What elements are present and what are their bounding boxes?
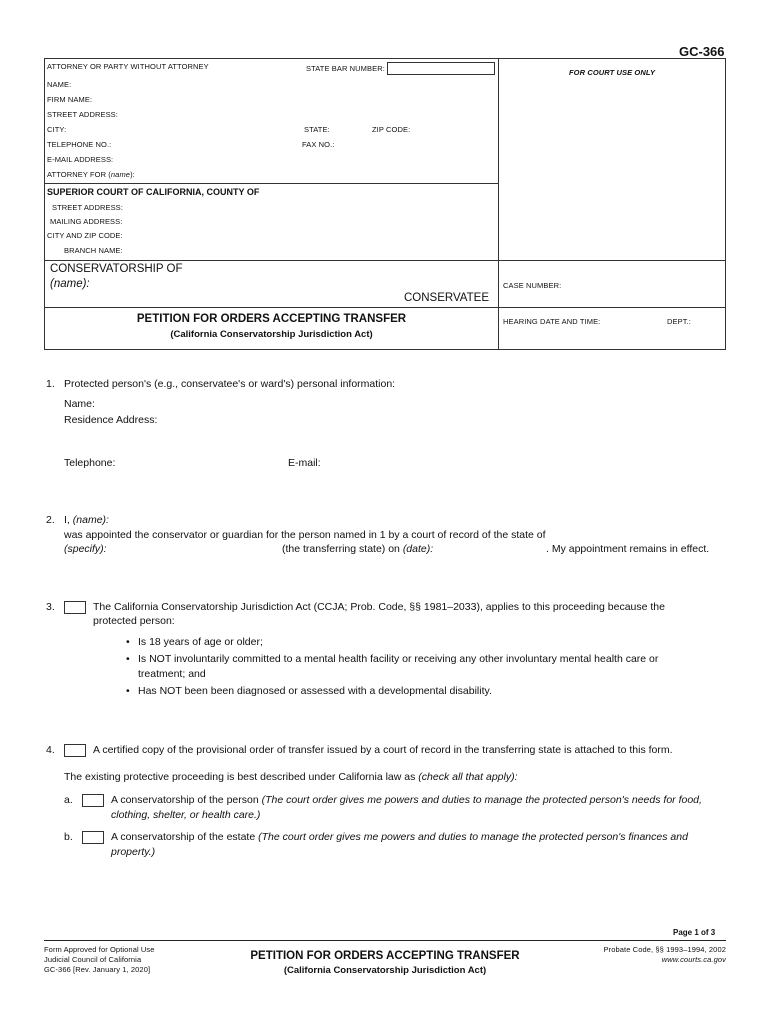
item3-checkbox[interactable] <box>64 601 86 614</box>
phone-label: TELEPHONE NO.: <box>47 140 112 149</box>
conservatee-name-label: (name): <box>50 278 90 290</box>
state-label: STATE: <box>304 125 330 134</box>
footer-approved: Form Approved for Optional Use <box>44 945 155 954</box>
state-bar-label: STATE BAR NUMBER: <box>306 64 385 73</box>
state-bar-input[interactable] <box>387 62 495 75</box>
attorney-header: ATTORNEY OR PARTY WITHOUT ATTORNEY <box>47 62 209 71</box>
item1-telephone-label: Telephone: <box>64 457 116 469</box>
item2-remains: . My appointment remains in effect. <box>546 543 710 555</box>
item4a-text: A conservatorship of the person (The court order gives me powers and duties to manage the protected person's needs for food, clothing, shelter, or health care.) <box>111 794 702 821</box>
item3-text-line1: The California Conservatorship Jurisdiction Act (CCJA; Prob. Code, §§ 1981–2033), applies to this proceeding because the <box>93 601 665 613</box>
court-use-label: FOR COURT USE ONLY <box>569 68 656 77</box>
item3-number: 3. <box>46 601 55 613</box>
item2-line2: was appointed the conservator or guardian for the person named in 1 by a court of record of the state of <box>64 529 546 541</box>
footer-probate: Probate Code, §§ 1993–1994, 2002 <box>603 945 726 954</box>
conservatee-label: CONSERVATEE <box>404 292 489 304</box>
item1-number: 1. <box>46 378 55 390</box>
item1-email-label: E-mail: <box>288 457 321 469</box>
hearing-label: HEARING DATE AND TIME: <box>503 317 601 326</box>
court-street-label: STREET ADDRESS: <box>52 203 123 212</box>
item3-text-line2: protected person: <box>93 615 175 627</box>
footer-title: PETITION FOR ORDERS ACCEPTING TRANSFER <box>250 950 520 962</box>
footer-subtitle: (California Conservatorship Jurisdiction Act) <box>283 965 487 976</box>
court-branch-label: BRANCH NAME: <box>64 246 123 255</box>
item3-bullet-1: • Is 18 years of age or older; <box>126 635 716 650</box>
item4b-text: A conservatorship of the estate (The court order gives me powers and duties to manage the protected person's finances and property.) <box>111 831 688 858</box>
item2-i-name: I, (name): <box>64 514 109 526</box>
item4a-checkbox[interactable] <box>82 794 104 807</box>
page-number: Page 1 of 3 <box>673 928 716 937</box>
item3-bullet-list <box>126 635 716 701</box>
item3-bullet-3: • Has NOT been been diagnosed or assessed with a developmental disability. <box>126 684 716 699</box>
item3-bullet-2: • Is NOT involuntarily committed to a mental health facility or receiving any other involuntary mental health care or treatment; and <box>126 652 716 682</box>
item1-residence-label: Residence Address: <box>64 414 158 426</box>
footer-left <box>44 945 155 975</box>
item4-checkbox[interactable] <box>64 744 86 757</box>
name-label: NAME: <box>47 80 72 89</box>
item4a-label: a. <box>64 794 73 806</box>
item4-existing: The existing protective proceeding is best described under California law as (check all that apply): <box>64 771 518 783</box>
item1-name-label: Name: <box>64 398 95 410</box>
document-title: PETITION FOR ORDERS ACCEPTING TRANSFER <box>136 313 407 325</box>
item2-transferring: (the transferring state) on (date): <box>282 543 434 555</box>
item4b-checkbox[interactable] <box>82 831 104 844</box>
item4b-label: b. <box>64 831 73 843</box>
item2-number: 2. <box>46 514 55 526</box>
item2-specify-label: (specify): <box>64 543 107 555</box>
court-title: SUPERIOR COURT OF CALIFORNIA, COUNTY OF <box>47 187 260 197</box>
city-label: CITY: <box>47 125 67 134</box>
form-id: GC-366 <box>679 44 725 59</box>
item1-text: Protected person's (e.g., conservatee's or ward's) personal information: <box>64 378 396 390</box>
street-label: STREET ADDRESS: <box>47 110 118 119</box>
email-label: E-MAIL ADDRESS: <box>47 155 114 164</box>
footer-rev: GC-366 [Rev. January 1, 2020] <box>44 965 151 974</box>
attorney-for-label: ATTORNEY FOR (name): <box>47 170 135 179</box>
dept-label: DEPT.: <box>667 317 691 326</box>
item4-text: A certified copy of the provisional order of transfer issued by a court of record in the transferring state is attached to this form. <box>93 744 673 756</box>
firm-label: FIRM NAME: <box>47 95 93 104</box>
zip-label: ZIP CODE: <box>372 125 411 134</box>
court-mailing-label: MAILING ADDRESS: <box>50 217 123 226</box>
footer-council: Judicial Council of California <box>44 955 142 964</box>
item4-number: 4. <box>46 744 55 756</box>
document-subtitle: (California Conservatorship Jurisdiction Act) <box>170 329 373 340</box>
court-city-zip-label: CITY AND ZIP CODE: <box>47 231 123 240</box>
footer-website-link[interactable]: www.courts.ca.gov <box>661 955 726 964</box>
case-number-label: CASE NUMBER: <box>503 281 562 290</box>
footer-right <box>560 945 726 965</box>
fax-label: FAX NO.: <box>302 140 335 149</box>
conservatorship-of-label: CONSERVATORSHIP OF <box>50 263 183 275</box>
